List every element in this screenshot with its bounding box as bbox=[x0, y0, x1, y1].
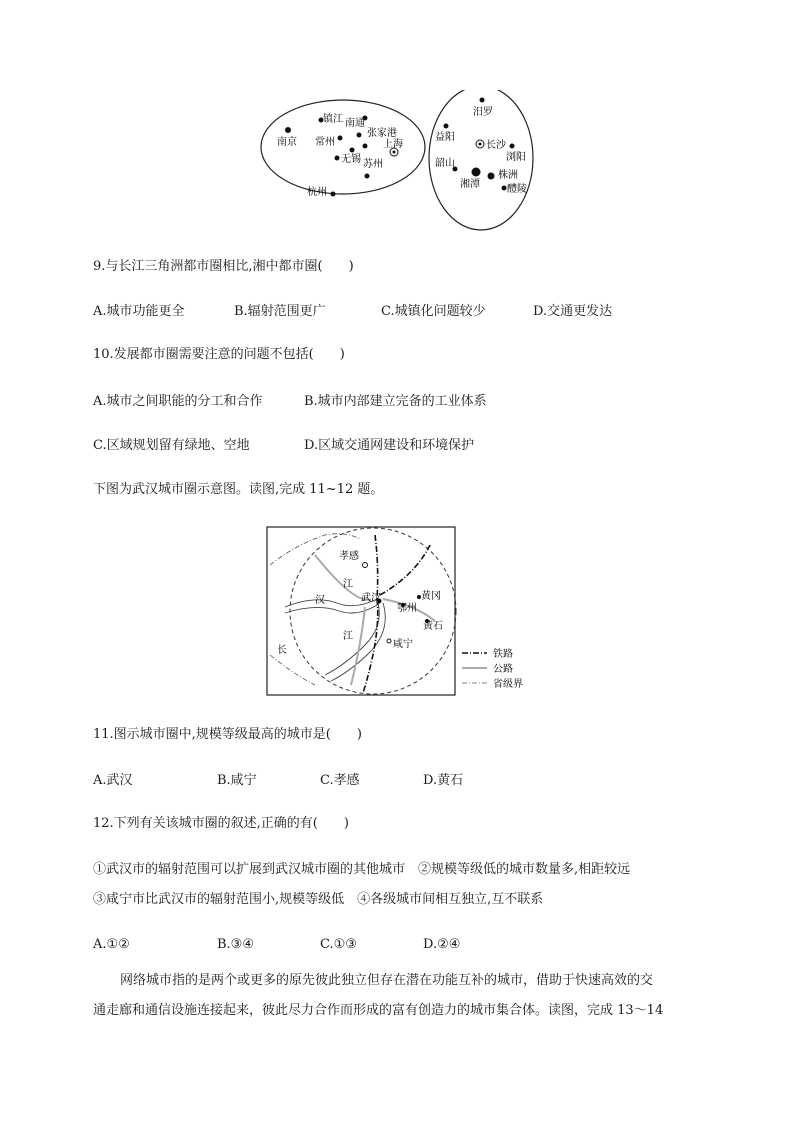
question-12-option-d[interactable]: D.②④ bbox=[423, 937, 461, 952]
map-label: 孝感 bbox=[339, 551, 359, 562]
map-label: 江 bbox=[343, 631, 353, 642]
map-label: 咸宁 bbox=[393, 639, 413, 650]
city-label: 杭州 bbox=[307, 187, 327, 198]
legend-railway: 铁路 bbox=[493, 649, 513, 660]
question-9-stem: 9.与长江三角洲都市圈相比,湘中都市圈( ) bbox=[93, 259, 354, 274]
city-label: 镇江 bbox=[323, 114, 343, 125]
wuhan-city-circle-map bbox=[265, 525, 540, 697]
question-12-stem: 12.下列有关该城市圈的叙述,正确的有( ) bbox=[93, 816, 349, 831]
question-11-option-b[interactable]: B.咸宁 bbox=[217, 773, 257, 788]
city-label: 湘潭 bbox=[460, 179, 480, 190]
legend-highway: 公路 bbox=[493, 664, 513, 675]
question-9-option-c[interactable]: C.城镇化问题较少 bbox=[381, 304, 486, 319]
question-12-option-a[interactable]: A.①② bbox=[93, 937, 130, 952]
legend-provincial-boundary: 省级界 bbox=[493, 679, 523, 690]
question-12-option-c[interactable]: C.①③ bbox=[320, 937, 357, 952]
question-9-option-d[interactable]: D.交通更发达 bbox=[533, 304, 613, 319]
city-circle-boundary bbox=[290, 528, 456, 694]
question-11-option-a[interactable]: A.武汉 bbox=[93, 773, 133, 788]
question-12-statements-2: ③咸宁市比武汉市的辐射范围小,规模等级低 ④各级城市间相互独立,互不联系 bbox=[93, 892, 544, 907]
map-label: 鄂州 bbox=[397, 603, 417, 614]
city-label: 上海 bbox=[383, 139, 403, 150]
city-label: 南京 bbox=[277, 137, 297, 148]
map-label: 长 bbox=[277, 645, 287, 656]
map-label: 黄石 bbox=[423, 621, 443, 632]
city-label: 浏阳 bbox=[506, 152, 526, 163]
city-label: 南通 bbox=[345, 118, 365, 129]
question-11-option-c[interactable]: C.孝感 bbox=[320, 773, 360, 788]
question-10-option-a[interactable]: A.城市之间职能的分工和合作 bbox=[93, 394, 263, 409]
city-label: 益阳 bbox=[435, 132, 455, 143]
question-11-stem: 11.图示城市圈中,规模等级最高的城市是( ) bbox=[93, 727, 362, 742]
question-12-option-b[interactable]: B.③④ bbox=[217, 937, 254, 952]
map-label: 江 bbox=[343, 579, 353, 590]
passage-line-1: 网络城市指的是两个或更多的原先彼此独立但存在潜在功能互补的城市，借助于快速高效的交 bbox=[120, 973, 654, 988]
question-11-option-d[interactable]: D.黄石 bbox=[423, 773, 464, 788]
question-10-option-b[interactable]: B.城市内部建立完备的工业体系 bbox=[304, 394, 487, 409]
city-label: 张家港 bbox=[367, 128, 397, 139]
city-label: 长沙 bbox=[486, 140, 506, 151]
map-label: 汉 bbox=[315, 595, 325, 606]
city-label: 株洲 bbox=[498, 170, 518, 181]
question-12-statements-1: ①武汉市的辐射范围可以扩展到武汉城市圈的其他城市 ②规模等级低的城市数量多,相距较远 bbox=[93, 862, 631, 877]
question-10-option-d[interactable]: D.区域交通网建设和环境保护 bbox=[304, 438, 475, 453]
city-label: 汨罗 bbox=[473, 107, 493, 118]
city-label: 常州 bbox=[315, 137, 335, 148]
map-label: 武汉 bbox=[361, 593, 381, 604]
city-label: 韶山 bbox=[435, 158, 455, 169]
passage-line-2: 通走廊和通信设施连接起来，彼此尽力合作而形成的富有创造力的城市集合体。读图，完成 13～14 bbox=[93, 1003, 664, 1018]
map-label: 黄冈 bbox=[421, 591, 441, 602]
question-10-stem: 10.发展都市圈需要注意的问题不包括( ) bbox=[93, 347, 345, 362]
city-circles-map bbox=[255, 90, 545, 235]
city-label: 醴陵 bbox=[507, 184, 527, 195]
question-9-option-b[interactable]: B.辐射范围更广 bbox=[234, 304, 326, 319]
question-9-option-a[interactable]: A.城市功能更全 bbox=[93, 304, 185, 319]
section-intro: 下图为武汉城市圈示意图。读图,完成 11~12 题。 bbox=[93, 482, 384, 497]
city-label: 苏州 bbox=[363, 159, 383, 170]
question-10-option-c[interactable]: C.区域规划留有绿地、空地 bbox=[93, 438, 250, 453]
city-label: 无锡 bbox=[341, 154, 361, 165]
